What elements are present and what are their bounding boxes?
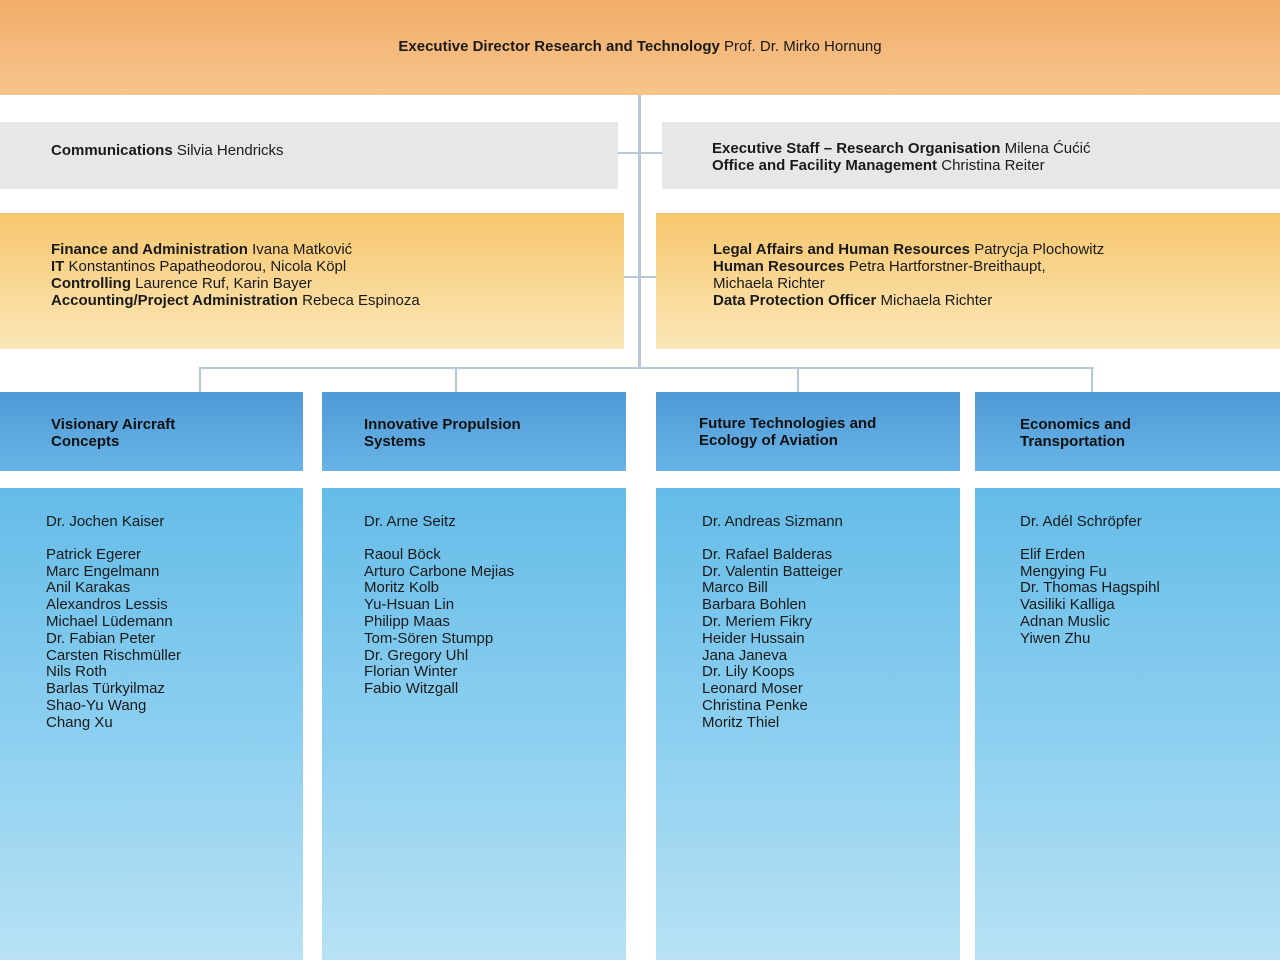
staff-name: Christina Reiter: [941, 157, 1045, 174]
admin-role: Controlling: [51, 275, 131, 292]
dept-members: [702, 514, 843, 732]
admin-entry: [713, 275, 1104, 292]
dept-member: Vasiliki Kalliga: [1020, 596, 1115, 614]
dept-member: Marco Bill: [702, 579, 768, 597]
dept-member: Moritz Kolb: [364, 579, 440, 597]
dept-members: [46, 514, 181, 732]
dept-title-line: Ecology of Aviation: [699, 432, 838, 449]
admin-name: Konstantinos Papatheodorou, Nicola Köpl: [68, 258, 347, 275]
dept-title: [1020, 416, 1131, 450]
dept-member: Arturo Carbone Mejias: [364, 562, 515, 580]
admin-name: Petra Hartforstner-Breithaupt,: [848, 258, 1046, 275]
dept-member: Yiwen Zhu: [1020, 629, 1091, 647]
admin-role: IT: [51, 258, 65, 275]
dept-member: Adnan Muslic: [1020, 612, 1111, 630]
dept-member: Alexandros Lessis: [46, 596, 168, 614]
admin-entry: [51, 258, 420, 275]
dept-title-line: Economics and: [1020, 416, 1131, 433]
connector-departments: [199, 367, 1094, 369]
dept-member: Carsten Rischmüller: [46, 646, 182, 664]
dept-member: Shao-Yu Wang: [46, 696, 147, 714]
dept-member: Dr. Thomas Hagspihl: [1020, 579, 1160, 597]
dept-title: [51, 416, 175, 450]
dept-member: Tom-Sören Stumpp: [364, 629, 494, 647]
dept-member: Moritz Thiel: [702, 713, 780, 731]
dept-member: Elif Erden: [1020, 545, 1086, 563]
dept-member: Florian Winter: [364, 663, 458, 681]
connector-dept-2: [455, 367, 457, 392]
admin-role: Finance and Administration: [51, 241, 248, 258]
staff-name: Silvia Hendricks: [176, 142, 284, 159]
dept-members: [364, 514, 514, 698]
dept-member: Dr. Meriem Fikry: [702, 612, 812, 630]
connector-admin: [624, 276, 656, 278]
dept-member: Chang Xu: [46, 713, 113, 731]
admin-entry: [51, 275, 420, 292]
admin-entry: [51, 292, 420, 309]
dept-member: Barlas Türkyilmaz: [46, 680, 165, 698]
dept-title: [364, 416, 521, 450]
dept-member: Dr. Lily Koops: [702, 663, 795, 681]
staff-entry: [51, 142, 284, 159]
dept-member: Nils Roth: [46, 663, 107, 681]
dept-member: Raoul Böck: [364, 545, 441, 563]
staff-entry: [712, 157, 1091, 174]
dept-title-line: Concepts: [51, 433, 120, 450]
admin-name: Rebeca Espinoza: [302, 292, 420, 309]
connector-dept-4: [1091, 367, 1093, 392]
connector-dept-3: [797, 367, 799, 392]
dept-member: Jana Janeva: [702, 646, 788, 664]
dept-lead: Dr. Arne Seitz: [364, 513, 456, 530]
dept-member: Heider Hussain: [702, 629, 805, 647]
dept-member: Fabio Witzgall: [364, 680, 459, 698]
admin-entry: [713, 292, 1104, 309]
connector-dept-1: [199, 367, 201, 392]
dept-lead: Dr. Andreas Sizmann: [702, 513, 843, 530]
staff-entry: [712, 140, 1091, 157]
dept-member: Dr. Valentin Batteiger: [702, 562, 843, 580]
connector-main-vertical: [638, 95, 641, 368]
director-role: Executive Director Research and Technology: [398, 38, 720, 55]
connector-staff: [618, 152, 662, 154]
dept-member: Leonard Moser: [702, 680, 803, 698]
admin-entry: [713, 258, 1104, 275]
admin-entry: [51, 241, 420, 258]
staff-right-text: [712, 140, 1091, 174]
admin-left-text: [51, 241, 420, 309]
admin-role: Data Protection Officer: [713, 292, 877, 309]
dept-member: Dr. Rafael Balderas: [702, 545, 833, 563]
admin-right-text: [713, 241, 1104, 309]
dept-title-line: Visionary Aircraft: [51, 416, 176, 433]
staff-name: Milena Ćućić: [1004, 140, 1091, 157]
dept-member: Christina Penke: [702, 696, 808, 714]
dept-member: Yu-Hsuan Lin: [364, 596, 455, 614]
dept-member: Anil Karakas: [46, 579, 131, 597]
director-line: [0, 38, 1280, 55]
dept-member: Michael Lüdemann: [46, 612, 173, 630]
admin-name: Laurence Ruf, Karin Bayer: [135, 275, 312, 292]
dept-member: Patrick Egerer: [46, 545, 142, 563]
dept-title-line: Systems: [364, 433, 426, 450]
admin-entry: [713, 241, 1104, 258]
staff-left-text: [51, 142, 284, 159]
director-name: Prof. Dr. Mirko Hornung: [724, 38, 882, 55]
admin-role: Human Resources: [713, 258, 845, 275]
dept-member: Mengying Fu: [1020, 562, 1107, 580]
dept-member: Barbara Bohlen: [702, 596, 807, 614]
dept-lead: Dr. Adél Schröpfer: [1020, 513, 1142, 530]
dept-title-line: Innovative Propulsion: [364, 416, 521, 433]
dept-title-line: Transportation: [1020, 433, 1126, 450]
dept-member: Marc Engelmann: [46, 562, 160, 580]
admin-name: Ivana Matković: [252, 241, 353, 258]
staff-role: Communications: [51, 142, 173, 159]
dept-member: Philipp Maas: [364, 612, 450, 630]
dept-member: Dr. Fabian Peter: [46, 629, 156, 647]
dept-title-line: Future Technologies and: [699, 415, 877, 432]
admin-name: Michaela Richter: [880, 292, 993, 309]
staff-role: Office and Facility Management: [712, 157, 938, 174]
staff-role: Executive Staff – Research Organisation: [712, 140, 1001, 157]
dept-title: [699, 415, 876, 449]
admin-name: Patrycja Plochowitz: [974, 241, 1105, 258]
dept-member: Dr. Gregory Uhl: [364, 646, 469, 664]
admin-role: Legal Affairs and Human Resources: [713, 241, 971, 258]
dept-lead: Dr. Jochen Kaiser: [46, 513, 165, 530]
dept-members: [1020, 514, 1160, 648]
admin-role: Accounting/Project Administration: [51, 292, 298, 309]
admin-name: Michaela Richter: [713, 275, 825, 292]
